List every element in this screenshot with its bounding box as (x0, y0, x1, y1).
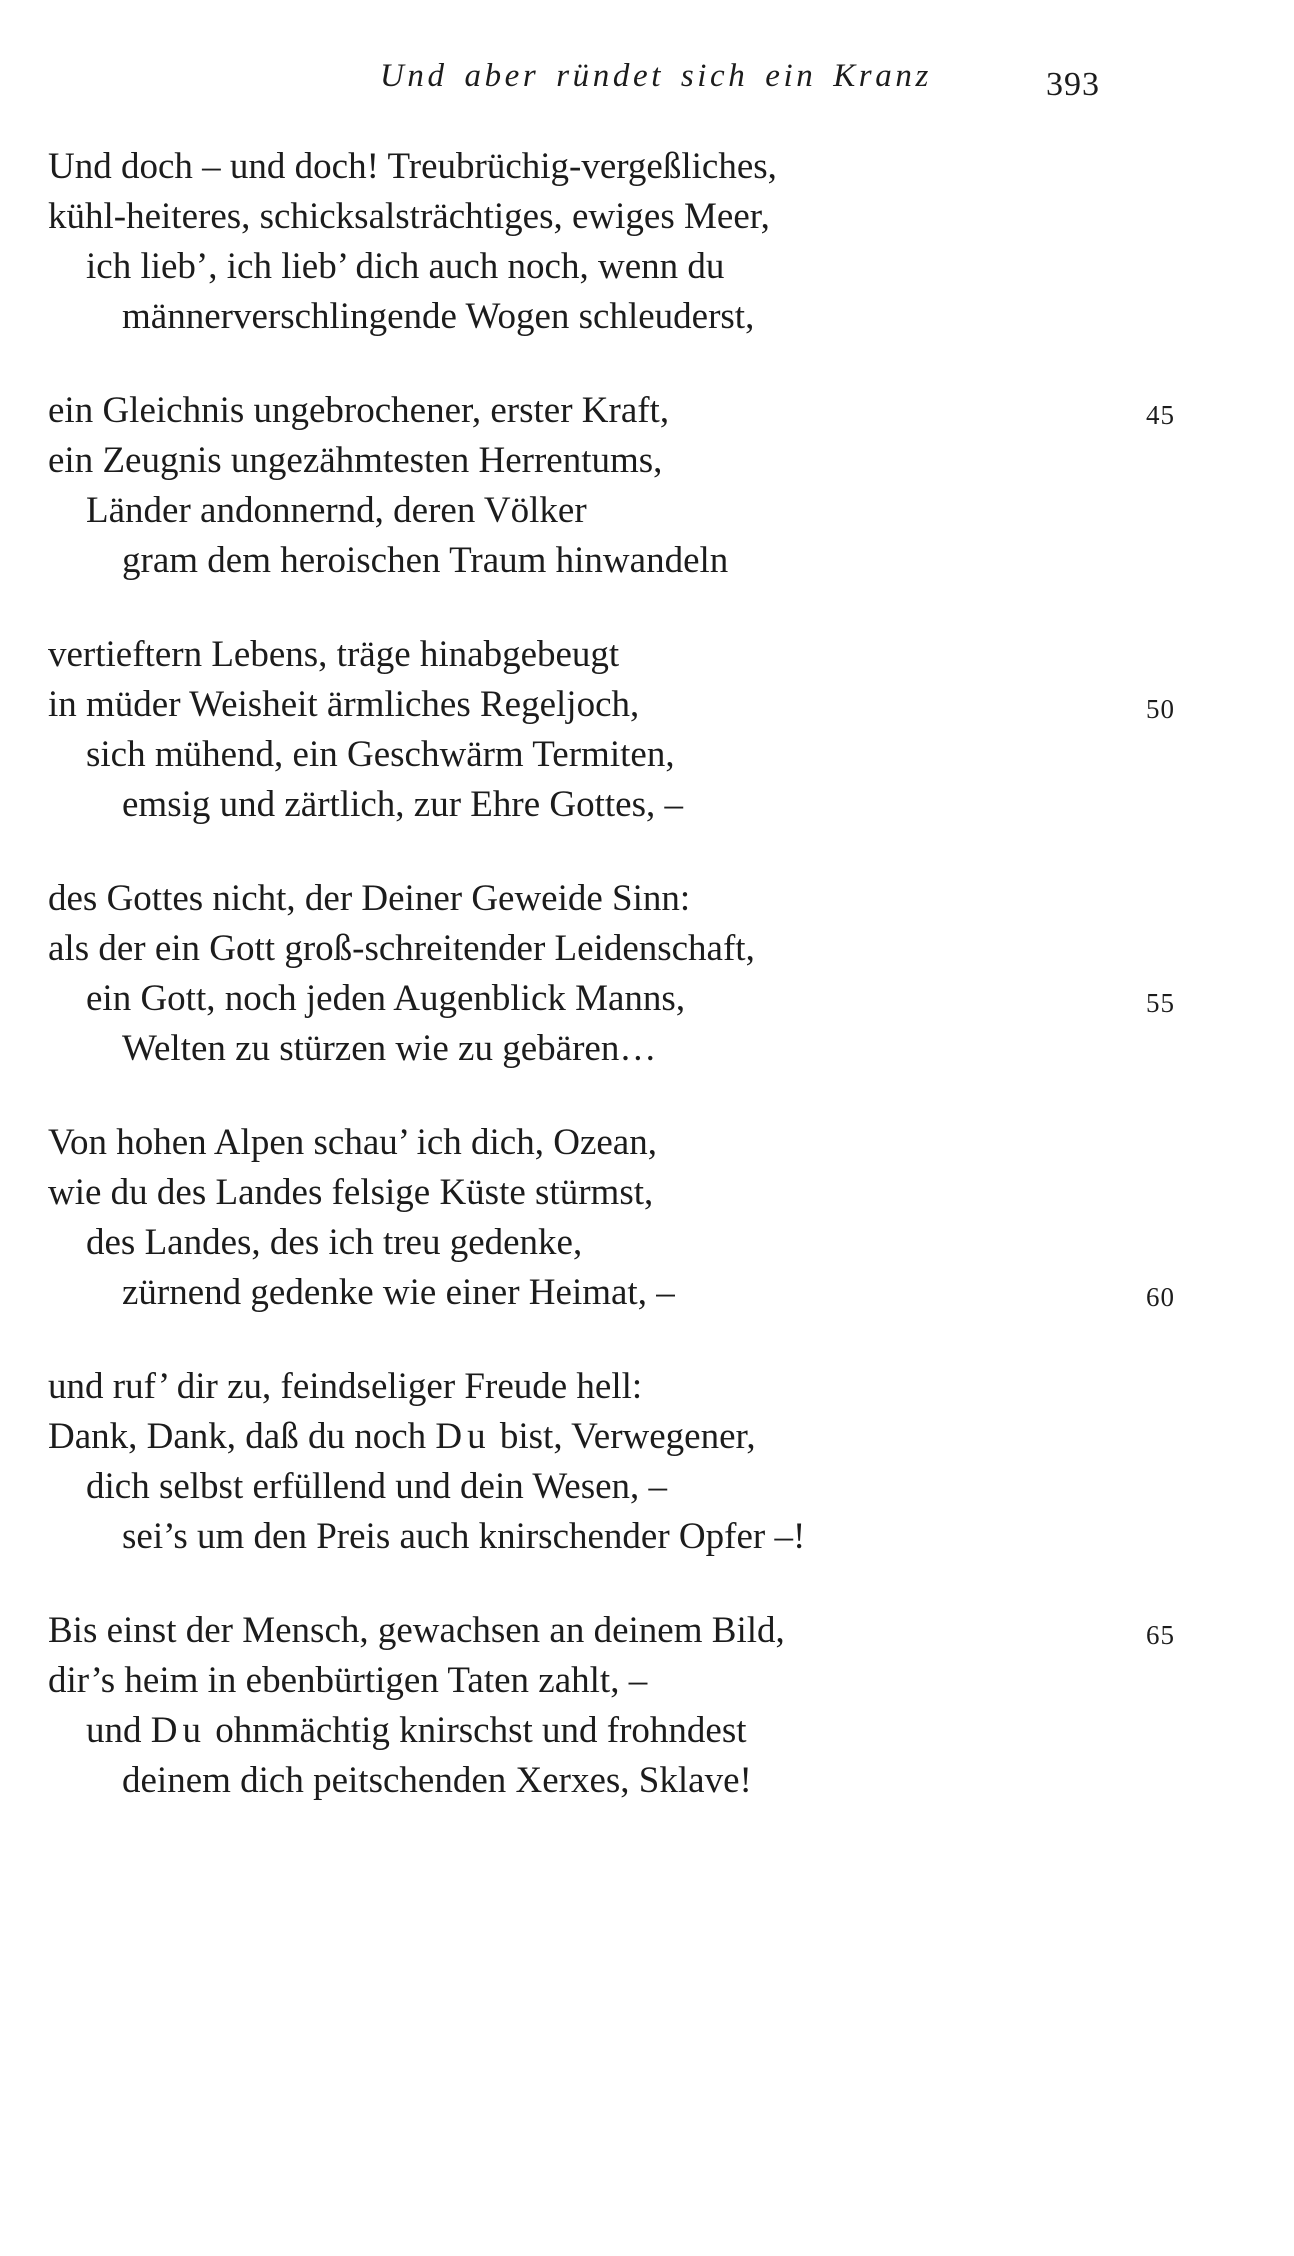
verse-text: dir’s heim in ebenbürtigen Taten zahlt, – (48, 1660, 648, 1701)
verse-text: kühl-heiteres, schicksalsträchtiges, ewiges Meer, (48, 196, 770, 237)
verse-line (0, 1362, 1294, 1412)
line-number: 65 (1146, 1620, 1175, 1650)
verse-text: wie du des Landes felsige Küste stürmst, (48, 1172, 654, 1213)
verse-line (0, 486, 1294, 536)
verse-line (0, 1656, 1294, 1706)
verse-text-part: bist, Verwegener, (490, 1416, 756, 1457)
verse-text: ich lieb’, ich lieb’ dich auch noch, wenn du (86, 246, 725, 287)
running-title: Und aber ründet sich ein Kranz (380, 58, 932, 94)
verse-line (0, 1218, 1294, 1268)
verse-line (0, 1024, 1294, 1074)
verse-line (0, 1706, 1294, 1756)
verse-text-part: und (86, 1710, 151, 1751)
verse-text: vertieftern Lebens, träge hinabgebeugt (48, 634, 620, 675)
stanza (0, 874, 1294, 1074)
verse-line (0, 292, 1294, 342)
verse-text (86, 1706, 747, 1756)
verse-line (0, 436, 1294, 486)
verse-text: sich mühend, ein Geschwärm Termiten, (86, 734, 675, 775)
verse-text: deinem dich peitschenden Xerxes, Sklave! (122, 1760, 752, 1801)
verse-line (0, 242, 1294, 292)
verse-line (0, 874, 1294, 924)
verse-line (0, 142, 1294, 192)
verse-line (0, 630, 1294, 680)
verse-line (0, 1118, 1294, 1168)
verse-line (0, 386, 1294, 436)
verse-text: in müder Weisheit ärmliches Regeljoch, (48, 684, 640, 725)
verse-text: ein Zeugnis ungezähmtesten Herrentums, (48, 440, 663, 481)
verse-text: Und doch – und doch! Treubrüchig-vergeßliches, (48, 146, 777, 187)
verse-line (0, 974, 1294, 1024)
verse-text: dich selbst erfüllend und dein Wesen, – (86, 1466, 668, 1507)
verse-line (0, 1412, 1294, 1462)
verse-text-part: ohnmächtig knirschst und frohndest (205, 1710, 747, 1751)
verse-line (0, 1756, 1294, 1806)
verse-line (0, 1462, 1294, 1512)
emphasized-word: Du (435, 1416, 491, 1457)
stanza (0, 142, 1294, 342)
verse-text: emsig und zärtlich, zur Ehre Gottes, – (122, 784, 683, 825)
verse-text: Länder andonnernd, deren Völker (86, 490, 587, 531)
verse-line (0, 730, 1294, 780)
verse-text: zürnend gedenke wie einer Heimat, – (122, 1272, 675, 1313)
stanza (0, 1362, 1294, 1562)
line-number: 60 (1146, 1282, 1175, 1312)
verse-line (0, 1168, 1294, 1218)
line-number: 55 (1146, 988, 1175, 1018)
verse-text: gram dem heroischen Traum hinwandeln (122, 540, 729, 581)
line-number: 50 (1146, 694, 1175, 724)
verse-line (0, 1606, 1294, 1656)
verse-text: ein Gleichnis ungebrochener, erster Kraft, (48, 390, 670, 431)
verse-line (0, 192, 1294, 242)
verse-line (0, 680, 1294, 730)
verse-line (0, 780, 1294, 830)
poem (0, 142, 1294, 1850)
verse-text-part: Dank, Dank, daß du noch (48, 1416, 436, 1457)
verse-line (0, 924, 1294, 974)
page-number: 393 (1046, 66, 1100, 103)
verse-line (0, 1268, 1294, 1318)
verse-text: männerverschlingende Wogen schleuderst, (122, 296, 755, 337)
verse-line (0, 1512, 1294, 1562)
verse-text (48, 1412, 756, 1462)
emphasized-word: Du (150, 1710, 206, 1751)
verse-text: als der ein Gott groß-schreitender Leidenschaft, (48, 928, 755, 969)
verse-text: des Landes, des ich treu gedenke, (86, 1222, 583, 1263)
stanza (0, 630, 1294, 830)
verse-text: Von hohen Alpen schau’ ich dich, Ozean, (48, 1122, 657, 1163)
verse-text: ein Gott, noch jeden Augenblick Manns, (86, 978, 686, 1019)
verse-line (0, 536, 1294, 586)
stanza (0, 1118, 1294, 1318)
verse-text: Bis einst der Mensch, gewachsen an deinem Bild, (48, 1610, 785, 1651)
verse-text: und ruf’ dir zu, feindseliger Freude hell: (48, 1366, 643, 1407)
verse-text: des Gottes nicht, der Deiner Geweide Sinn: (48, 878, 691, 919)
stanza (0, 386, 1294, 586)
stanza (0, 1606, 1294, 1806)
verse-text: sei’s um den Preis auch knirschender Opfer –! (122, 1516, 806, 1557)
verse-text: Welten zu stürzen wie zu gebären… (122, 1028, 657, 1069)
line-number: 45 (1146, 400, 1175, 430)
